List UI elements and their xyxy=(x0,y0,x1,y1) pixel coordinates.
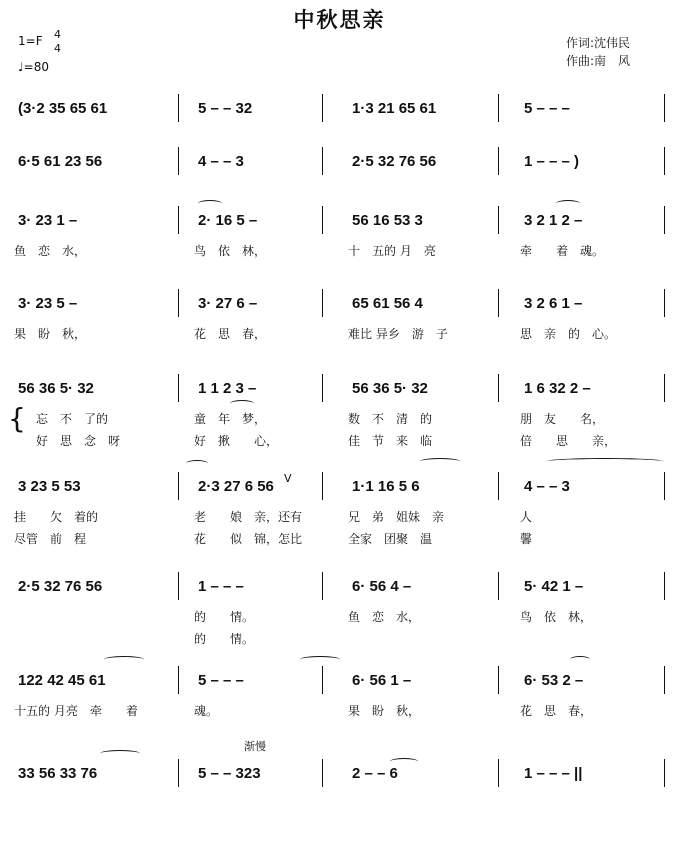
barline xyxy=(178,572,179,600)
lyric-line: 数 不 清 的 xyxy=(348,412,433,426)
barline xyxy=(178,147,179,175)
barline xyxy=(178,94,179,122)
lyric-line: 忘 不 了的 xyxy=(36,412,109,426)
measure: 2· 16 5 – xyxy=(198,212,258,229)
barline xyxy=(498,147,499,175)
slur-mark xyxy=(104,656,144,663)
barline xyxy=(664,572,665,600)
jianman-marking: 渐慢 xyxy=(244,740,266,753)
barline xyxy=(498,206,499,234)
barline xyxy=(178,472,179,500)
tempo-marking: ♩=80 xyxy=(18,60,49,74)
barline xyxy=(498,94,499,122)
lyric-line-verse2: 全家 团聚 温 xyxy=(348,532,433,546)
lyric-line-verse2: 馨 xyxy=(520,532,533,546)
lyric-line: 人 xyxy=(520,510,533,524)
barline xyxy=(498,666,499,694)
lyric-line: 童 年 梦， xyxy=(194,412,267,426)
time-signature xyxy=(54,28,61,56)
measure: 3 23 5 53 xyxy=(18,478,81,495)
lyric-line: 兄 弟 姐妹 亲 xyxy=(348,510,445,524)
barline xyxy=(322,147,323,175)
slur-mark xyxy=(198,200,222,207)
lyric-line: 挂 欠 着的 xyxy=(14,510,99,524)
lyric-line-verse2: 佳 节 来 临 xyxy=(348,434,433,448)
lyric-line-verse2: 倍 思 亲， xyxy=(520,434,617,448)
lyricist: 作词:沈伟民 xyxy=(566,36,631,50)
measure: 5 – – 323 xyxy=(198,765,261,782)
lyric-line: 鸟 依 林， xyxy=(520,610,593,624)
measure: 56 36 5· 32 xyxy=(18,380,94,397)
measure: 122 42 45 61 xyxy=(18,672,106,689)
slur-mark xyxy=(186,460,208,467)
measure: 2·3 27 6 56 xyxy=(198,478,274,495)
measure: 65 61 56 4 xyxy=(352,295,423,312)
measure: 1 – – – || xyxy=(524,765,583,782)
lyric-line: 果 盼 秋， xyxy=(348,704,421,718)
slur-mark xyxy=(420,458,460,465)
measure: 2 – – 6 xyxy=(352,765,398,782)
barline xyxy=(178,759,179,787)
barline xyxy=(498,472,499,500)
measure: 4 – – 3 xyxy=(524,478,570,495)
slur-mark xyxy=(390,758,418,765)
lyric-line: 朋 友 名， xyxy=(520,412,605,426)
lyric-line: 牵 着 魂。 xyxy=(520,244,605,258)
lyric-line-verse2: 好 思 念 呀 xyxy=(36,434,121,448)
score-row xyxy=(0,765,679,865)
measure: 1 6 32 2 – xyxy=(524,380,591,397)
measure: 6· 56 1 – xyxy=(352,672,412,689)
barline xyxy=(498,759,499,787)
score-row xyxy=(0,578,679,678)
composer: 作曲:南 风 xyxy=(566,54,631,68)
lyric-line-verse2: 花 似 锦，怎比 xyxy=(194,532,303,546)
barline xyxy=(178,374,179,402)
lyric-line: 鸟 依 林， xyxy=(194,244,267,258)
score-row xyxy=(0,380,679,480)
key-signature: 1=F xyxy=(18,34,43,48)
barline xyxy=(498,374,499,402)
measure: 6· 53 2 – xyxy=(524,672,584,689)
slur-mark xyxy=(100,750,140,757)
barline xyxy=(322,572,323,600)
credits xyxy=(566,34,630,70)
barline xyxy=(178,206,179,234)
barline xyxy=(664,666,665,694)
lyric-line: 十 五的 月 亮 xyxy=(348,244,436,258)
lyric-line: 花 思 春， xyxy=(194,327,267,341)
slur-mark xyxy=(556,200,580,207)
measure: 6·5 61 23 56 xyxy=(18,153,103,170)
measure: 3 2 6 1 – xyxy=(524,295,583,312)
measure: 1 – – – xyxy=(198,578,244,595)
score-row xyxy=(0,672,679,772)
time-top: 4 xyxy=(54,28,61,41)
measure: 1·1 16 5 6 xyxy=(352,478,420,495)
score-row xyxy=(0,478,679,578)
slur-mark xyxy=(230,400,254,407)
barline xyxy=(178,666,179,694)
barline xyxy=(664,147,665,175)
song-title: 中秋思亲 xyxy=(293,8,386,32)
lyric-line-verse2: 尽管 前 程 xyxy=(14,532,87,546)
measure: 4 – – 3 xyxy=(198,153,244,170)
lyric-line: 魂。 xyxy=(194,704,219,718)
verse-brace: { xyxy=(8,402,26,435)
barline xyxy=(664,206,665,234)
barline xyxy=(178,289,179,317)
slur-mark xyxy=(570,656,590,663)
slur-mark xyxy=(300,656,340,663)
barline xyxy=(322,289,323,317)
barline xyxy=(322,759,323,787)
barline xyxy=(322,472,323,500)
lyric-line: 鱼 恋 水， xyxy=(348,610,421,624)
measure: 5 – – – xyxy=(524,100,570,117)
lyric-line: 思 亲 的 心。 xyxy=(520,327,617,341)
measure: 1 1 2 3 – xyxy=(198,380,257,397)
measure: 6· 56 4 – xyxy=(352,578,412,595)
barline xyxy=(322,206,323,234)
barline xyxy=(498,572,499,600)
measure: 1 – – – ) xyxy=(524,153,580,170)
barline xyxy=(322,94,323,122)
measure: (3·2 35 65 61 xyxy=(18,100,108,117)
measure: 56 16 53 3 xyxy=(352,212,423,229)
lyric-line: 难比 异乡 游 子 xyxy=(348,327,448,341)
barline xyxy=(322,666,323,694)
measure: 1·3 21 65 61 xyxy=(352,100,437,117)
lyric-line-verse2: 好 揪 心， xyxy=(194,434,279,448)
measure: 5· 42 1 – xyxy=(524,578,584,595)
lyric-line: 十五的 月亮 牵 着 xyxy=(14,704,138,718)
barline xyxy=(322,374,323,402)
lyric-line: 老 娘 亲，还有 xyxy=(194,510,303,524)
barline xyxy=(664,374,665,402)
measure: 5 – – 32 xyxy=(198,100,253,117)
measure: 3· 27 6 – xyxy=(198,295,258,312)
barline xyxy=(498,289,499,317)
measure: 5 – – – xyxy=(198,672,244,689)
barline xyxy=(664,759,665,787)
lyric-line: 果 盼 秋， xyxy=(14,327,87,341)
measure: 2·5 32 76 56 xyxy=(18,578,103,595)
barline xyxy=(664,94,665,122)
lyric-line: 花 思 春， xyxy=(520,704,593,718)
measure: 56 36 5· 32 xyxy=(352,380,428,397)
time-bottom: 4 xyxy=(54,42,61,55)
tie-mark xyxy=(546,458,664,465)
measure: 3· 23 1 – xyxy=(18,212,78,229)
measure: 33 56 33 76 xyxy=(18,765,98,782)
measure: 3 2 1 2 – xyxy=(524,212,583,229)
lyric-line: 鱼 恋 水， xyxy=(14,244,87,258)
measure: 2·5 32 76 56 xyxy=(352,153,437,170)
lyric-line: 的 情。 xyxy=(194,610,255,624)
barline xyxy=(664,289,665,317)
lyric-line-verse2: 的 情。 xyxy=(194,632,255,646)
barline xyxy=(664,472,665,500)
measure: 3· 23 5 – xyxy=(18,295,78,312)
breath-mark: V xyxy=(284,472,292,485)
